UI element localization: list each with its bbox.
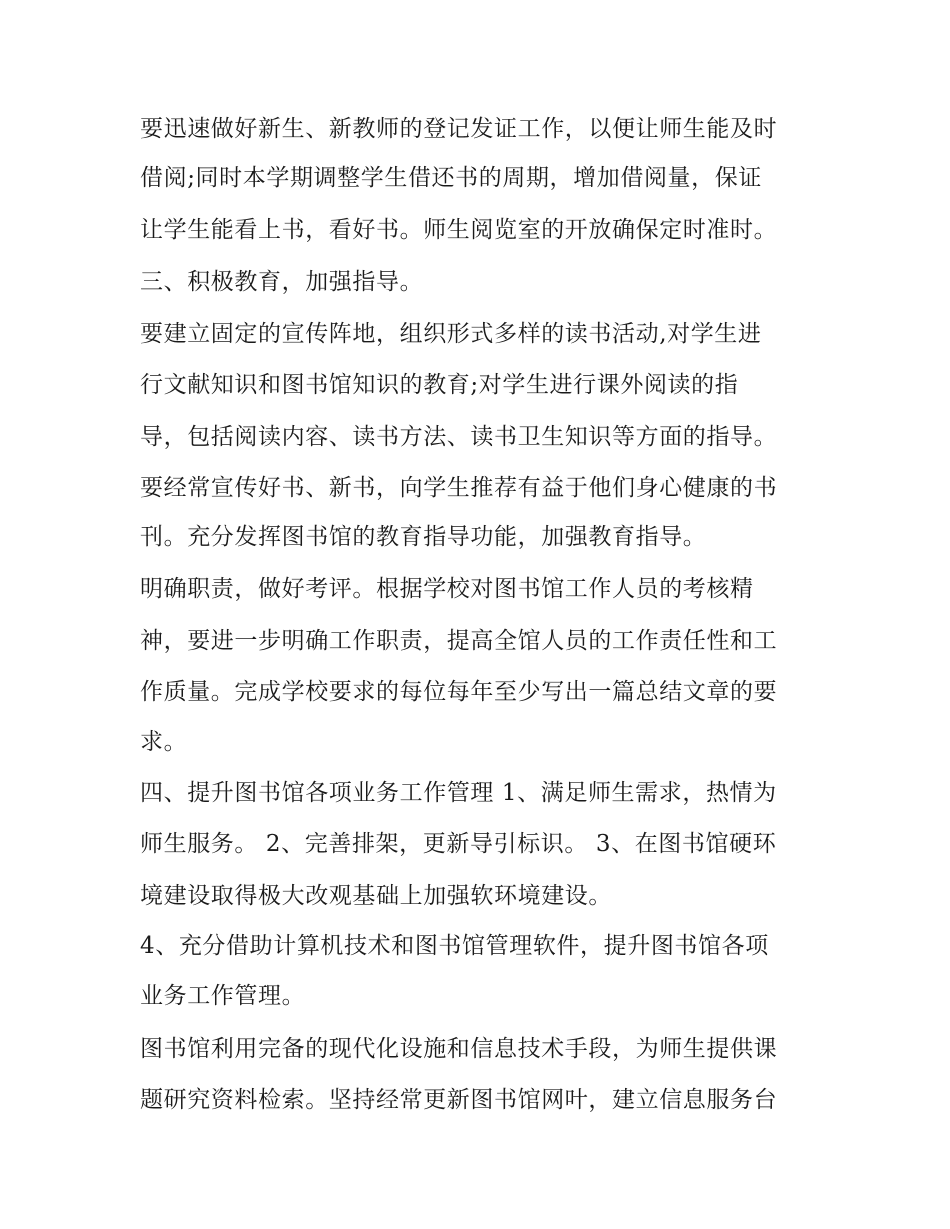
text-line: 要经常宣传好书、新书，向学生推荐有益于他们身心健康的书 — [140, 475, 778, 501]
section-heading: 四、提升图书馆各项业务工作管理 1、满足师生需求，热情为 — [140, 780, 777, 806]
text-line: 要迅速做好新生、新教师的登记发证工作，以便让师生能及时 — [140, 116, 778, 142]
text-line: 境建设取得极大改观基础上加强软环境建设。 — [140, 883, 612, 909]
text-line: 作质量。完成学校要求的每位每年至少写出一篇总结文章的要 — [140, 679, 778, 705]
text-line: 行文献知识和图书馆知识的教育;对学生进行课外阅读的指 — [140, 372, 739, 398]
section-heading: 三、积极教育，加强指导。 — [140, 269, 424, 295]
text-line: 明确职责，做好考评。根据学校对图书馆工作人员的考核精 — [140, 576, 754, 602]
text-line: 求。 — [140, 729, 188, 755]
text-line: 神，要进一步明确工作职责，提高全馆人员的工作责任性和工 — [140, 628, 778, 654]
text-line: 借阅;同时本学期调整学生借还书的周期，增加借阅量，保证 — [140, 165, 762, 191]
text-line: 师生服务。 2、完善排架，更新导引标识。 3、在图书馆硬环 — [140, 831, 777, 857]
text-line: 刊。充分发挥图书馆的教育指导功能，加强教育指导。 — [140, 524, 707, 550]
text-line: 让学生能看上书，看好书。师生阅览室的开放确保定时准时。 — [140, 217, 778, 243]
text-line: 导，包括阅读内容、读书方法、读书卫生知识等方面的指导。 — [140, 424, 778, 450]
text-line: 业务工作管理。 — [140, 983, 306, 1009]
text-line: 图书馆利用完备的现代化设施和信息技术手段，为师生提供课 — [140, 1036, 778, 1062]
text-line: 要建立固定的宣传阵地，组织形式多样的读书活动,对学生进 — [140, 321, 762, 347]
text-line: 题研究资料检索。坚持经常更新图书馆网叶，建立信息服务台 — [140, 1087, 778, 1113]
text-line: 4、充分借助计算机技术和图书馆管理软件，提升图书馆各项 — [140, 933, 769, 959]
